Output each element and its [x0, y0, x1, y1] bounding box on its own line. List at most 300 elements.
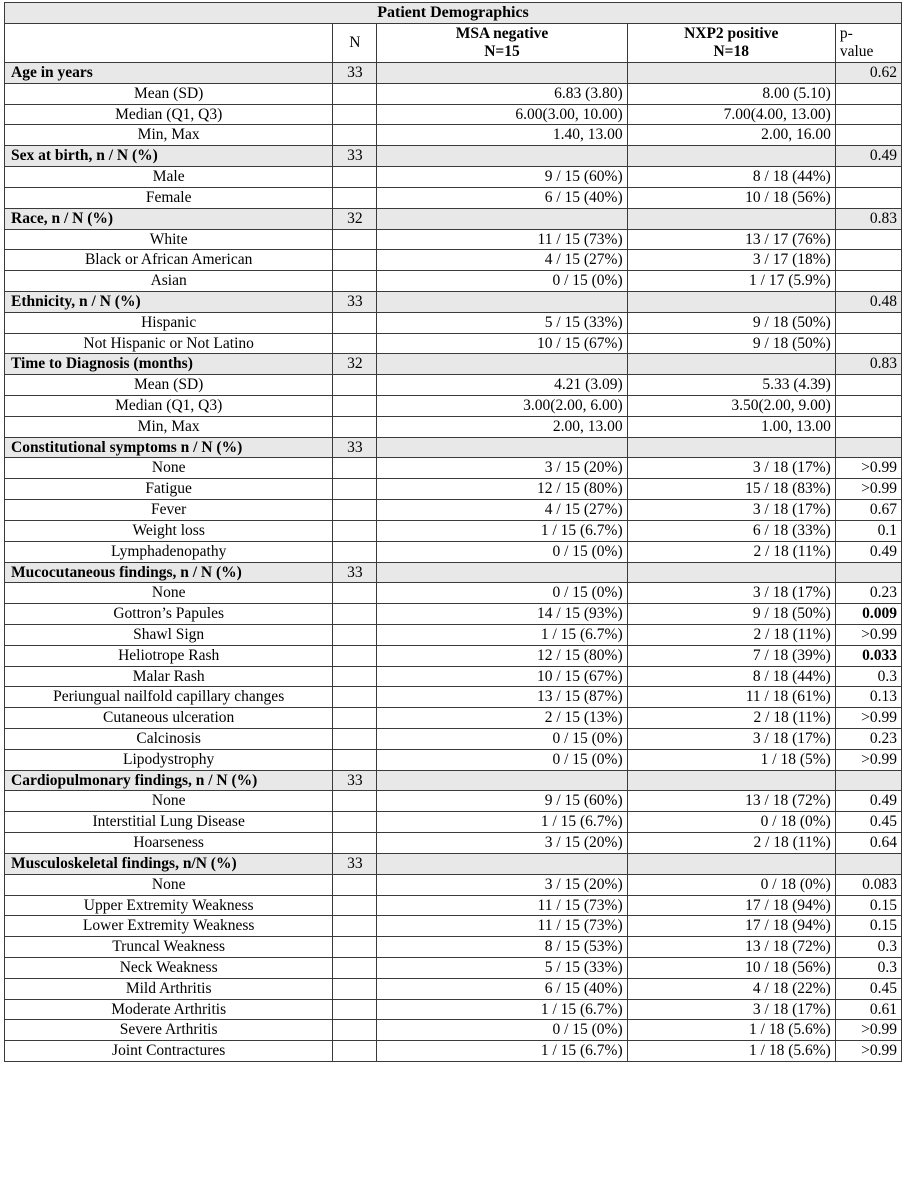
row-msa-negative-value: 6 / 15 (40%) — [377, 978, 627, 999]
table-row — [5, 83, 902, 104]
row-n — [333, 375, 377, 396]
row-nxp2-positive-value: 9 / 18 (50%) — [627, 333, 835, 354]
row-nxp2-positive-value — [627, 562, 835, 583]
row-msa-negative-value: 9 / 15 (60%) — [377, 791, 627, 812]
row-nxp2-positive-value: 4 / 18 (22%) — [627, 978, 835, 999]
row-label: Heliotrope Rash — [5, 645, 333, 666]
column-header-nxp2-positive-line1: NXP2 positive — [684, 25, 779, 43]
table-row — [5, 416, 902, 437]
row-msa-negative-value: 1 / 15 (6.7%) — [377, 1041, 627, 1062]
row-p-value — [835, 853, 901, 874]
table-row — [5, 729, 902, 750]
table-row — [5, 500, 902, 521]
row-nxp2-positive-value: 7.00(4.00, 13.00) — [627, 104, 835, 125]
row-p-value — [835, 416, 901, 437]
row-label: Mild Arthritis — [5, 978, 333, 999]
row-msa-negative-value: 2 / 15 (13%) — [377, 708, 627, 729]
row-p-value: 0.62 — [835, 63, 901, 84]
row-msa-negative-value: 3 / 15 (20%) — [377, 833, 627, 854]
row-p-value: >0.99 — [835, 624, 901, 645]
row-nxp2-positive-value: 3 / 18 (17%) — [627, 729, 835, 750]
row-label: Periungual nailfold capillary changes — [5, 687, 333, 708]
row-n — [333, 957, 377, 978]
table-row — [5, 479, 902, 500]
row-label: Constitutional symptoms n / N (%) — [5, 437, 333, 458]
row-nxp2-positive-value: 13 / 18 (72%) — [627, 791, 835, 812]
row-nxp2-positive-value: 13 / 17 (76%) — [627, 229, 835, 250]
row-msa-negative-value: 0 / 15 (0%) — [377, 729, 627, 750]
table-row — [5, 978, 902, 999]
table-row — [5, 645, 902, 666]
row-n — [333, 312, 377, 333]
row-msa-negative-value: 6 / 15 (40%) — [377, 187, 627, 208]
row-nxp2-positive-value: 11 / 18 (61%) — [627, 687, 835, 708]
row-p-value: 0.49 — [835, 541, 901, 562]
row-n — [333, 604, 377, 625]
table-row — [5, 271, 902, 292]
row-label: Mean (SD) — [5, 375, 333, 396]
column-header-msa-negative-line2: N=15 — [484, 43, 520, 61]
row-msa-negative-value: 3.00(2.00, 6.00) — [377, 396, 627, 417]
row-nxp2-positive-value: 3 / 18 (17%) — [627, 583, 835, 604]
row-nxp2-positive-value: 13 / 18 (72%) — [627, 937, 835, 958]
row-msa-negative-value: 9 / 15 (60%) — [377, 167, 627, 188]
row-msa-negative-value — [377, 437, 627, 458]
table-section-row — [5, 354, 902, 375]
row-n — [333, 1020, 377, 1041]
row-p-value: 0.67 — [835, 500, 901, 521]
row-label: Moderate Arthritis — [5, 999, 333, 1020]
row-n — [333, 479, 377, 500]
table-row — [5, 666, 902, 687]
row-p-value — [835, 250, 901, 271]
row-msa-negative-value — [377, 291, 627, 312]
row-p-value — [835, 167, 901, 188]
row-p-value — [835, 770, 901, 791]
row-label: Weight loss — [5, 520, 333, 541]
row-n — [333, 812, 377, 833]
patient-demographics-table — [4, 2, 902, 1062]
row-p-value: 0.1 — [835, 520, 901, 541]
table-row — [5, 708, 902, 729]
row-msa-negative-value: 0 / 15 (0%) — [377, 541, 627, 562]
row-msa-negative-value: 3 / 15 (20%) — [377, 458, 627, 479]
row-msa-negative-value: 5 / 15 (33%) — [377, 312, 627, 333]
table-row — [5, 999, 902, 1020]
row-nxp2-positive-value — [627, 208, 835, 229]
row-n — [333, 1041, 377, 1062]
table-row — [5, 375, 902, 396]
row-p-value: 0.009 — [835, 604, 901, 625]
row-p-value: 0.64 — [835, 833, 901, 854]
row-msa-negative-value: 8 / 15 (53%) — [377, 937, 627, 958]
row-n: 33 — [333, 770, 377, 791]
row-p-value — [835, 104, 901, 125]
table-row — [5, 604, 902, 625]
row-n — [333, 271, 377, 292]
row-msa-negative-value: 5 / 15 (33%) — [377, 957, 627, 978]
row-n — [333, 749, 377, 770]
column-header-msa-negative — [377, 24, 627, 63]
row-p-value: 0.083 — [835, 874, 901, 895]
table-section-row — [5, 146, 902, 167]
row-p-value — [835, 187, 901, 208]
row-p-value: >0.99 — [835, 1020, 901, 1041]
table-row — [5, 624, 902, 645]
row-msa-negative-value: 12 / 15 (80%) — [377, 645, 627, 666]
table-row — [5, 520, 902, 541]
row-n: 33 — [333, 437, 377, 458]
row-nxp2-positive-value: 8 / 18 (44%) — [627, 167, 835, 188]
table-section-row — [5, 437, 902, 458]
row-n: 32 — [333, 208, 377, 229]
row-p-value — [835, 229, 901, 250]
column-header-n: N — [333, 24, 377, 63]
row-label: Sex at birth, n / N (%) — [5, 146, 333, 167]
row-msa-negative-value: 13 / 15 (87%) — [377, 687, 627, 708]
row-nxp2-positive-value: 2 / 18 (11%) — [627, 624, 835, 645]
row-nxp2-positive-value: 3 / 18 (17%) — [627, 999, 835, 1020]
row-label: Calcinosis — [5, 729, 333, 750]
table-row — [5, 1041, 902, 1062]
row-nxp2-positive-value: 1 / 18 (5.6%) — [627, 1020, 835, 1041]
row-label: Ethnicity, n / N (%) — [5, 291, 333, 312]
table-row — [5, 833, 902, 854]
row-label: Fever — [5, 500, 333, 521]
row-n — [333, 999, 377, 1020]
row-nxp2-positive-value: 3.50(2.00, 9.00) — [627, 396, 835, 417]
table-title: Patient Demographics — [5, 3, 902, 24]
table-row — [5, 333, 902, 354]
row-n: 33 — [333, 853, 377, 874]
row-p-value: >0.99 — [835, 479, 901, 500]
row-nxp2-positive-value: 1.00, 13.00 — [627, 416, 835, 437]
table-section-row — [5, 562, 902, 583]
row-nxp2-positive-value: 7 / 18 (39%) — [627, 645, 835, 666]
table-title-row — [5, 3, 902, 24]
row-p-value — [835, 271, 901, 292]
row-msa-negative-value: 1.40, 13.00 — [377, 125, 627, 146]
row-label: Age in years — [5, 63, 333, 84]
row-n — [333, 416, 377, 437]
table-row — [5, 916, 902, 937]
row-nxp2-positive-value — [627, 291, 835, 312]
row-n — [333, 666, 377, 687]
row-p-value: 0.23 — [835, 583, 901, 604]
row-label: Joint Contractures — [5, 1041, 333, 1062]
table-row — [5, 687, 902, 708]
row-p-value — [835, 396, 901, 417]
table-section-row — [5, 291, 902, 312]
row-label: Hispanic — [5, 312, 333, 333]
row-p-value: 0.3 — [835, 666, 901, 687]
row-nxp2-positive-value: 0 / 18 (0%) — [627, 812, 835, 833]
row-n — [333, 937, 377, 958]
row-label: Fatigue — [5, 479, 333, 500]
row-n — [333, 645, 377, 666]
row-msa-negative-value: 10 / 15 (67%) — [377, 333, 627, 354]
row-label: Hoarseness — [5, 833, 333, 854]
row-n — [333, 83, 377, 104]
row-nxp2-positive-value: 2 / 18 (11%) — [627, 708, 835, 729]
row-nxp2-positive-value: 1 / 18 (5.6%) — [627, 1041, 835, 1062]
row-p-value: 0.3 — [835, 957, 901, 978]
row-label: None — [5, 583, 333, 604]
row-label: Median (Q1, Q3) — [5, 396, 333, 417]
row-msa-negative-value — [377, 354, 627, 375]
row-n — [333, 458, 377, 479]
row-n — [333, 250, 377, 271]
row-label: Male — [5, 167, 333, 188]
row-nxp2-positive-value: 3 / 18 (17%) — [627, 458, 835, 479]
row-n — [333, 687, 377, 708]
column-header-p-value — [835, 24, 901, 63]
row-label: None — [5, 791, 333, 812]
row-msa-negative-value: 1 / 15 (6.7%) — [377, 999, 627, 1020]
row-msa-negative-value: 4.21 (3.09) — [377, 375, 627, 396]
row-n — [333, 916, 377, 937]
row-nxp2-positive-value: 17 / 18 (94%) — [627, 895, 835, 916]
row-label: Time to Diagnosis (months) — [5, 354, 333, 375]
row-nxp2-positive-value: 0 / 18 (0%) — [627, 874, 835, 895]
row-n — [333, 520, 377, 541]
row-nxp2-positive-value — [627, 437, 835, 458]
table-row — [5, 187, 902, 208]
row-nxp2-positive-value: 2.00, 16.00 — [627, 125, 835, 146]
row-n — [333, 396, 377, 417]
row-label: Median (Q1, Q3) — [5, 104, 333, 125]
column-header-p-value-line1: p- — [839, 25, 853, 43]
row-p-value: 0.3 — [835, 937, 901, 958]
table-row — [5, 749, 902, 770]
row-nxp2-positive-value — [627, 770, 835, 791]
row-n: 33 — [333, 63, 377, 84]
row-nxp2-positive-value: 2 / 18 (11%) — [627, 833, 835, 854]
table-row — [5, 458, 902, 479]
table-section-row — [5, 853, 902, 874]
row-nxp2-positive-value: 9 / 18 (50%) — [627, 312, 835, 333]
row-n — [333, 187, 377, 208]
row-label: Min, Max — [5, 125, 333, 146]
row-n — [333, 791, 377, 812]
row-label: Not Hispanic or Not Latino — [5, 333, 333, 354]
row-nxp2-positive-value: 6 / 18 (33%) — [627, 520, 835, 541]
row-p-value: >0.99 — [835, 708, 901, 729]
row-msa-negative-value: 11 / 15 (73%) — [377, 229, 627, 250]
table-row — [5, 957, 902, 978]
row-p-value: 0.45 — [835, 812, 901, 833]
row-msa-negative-value — [377, 146, 627, 167]
row-msa-negative-value: 2.00, 13.00 — [377, 416, 627, 437]
row-msa-negative-value: 0 / 15 (0%) — [377, 271, 627, 292]
column-header-msa-negative-line1: MSA negative — [455, 25, 549, 43]
row-p-value: 0.83 — [835, 354, 901, 375]
row-n — [333, 833, 377, 854]
row-label: Lipodystrophy — [5, 749, 333, 770]
row-label: Shawl Sign — [5, 624, 333, 645]
row-p-value — [835, 312, 901, 333]
row-p-value: >0.99 — [835, 458, 901, 479]
row-n — [333, 125, 377, 146]
row-msa-negative-value: 10 / 15 (67%) — [377, 666, 627, 687]
table-row — [5, 167, 902, 188]
row-msa-negative-value: 0 / 15 (0%) — [377, 749, 627, 770]
row-msa-negative-value: 4 / 15 (27%) — [377, 250, 627, 271]
table-body — [5, 63, 902, 1062]
row-label: None — [5, 458, 333, 479]
row-msa-negative-value: 6.00(3.00, 10.00) — [377, 104, 627, 125]
table-row — [5, 1020, 902, 1041]
table-row — [5, 104, 902, 125]
row-nxp2-positive-value — [627, 63, 835, 84]
row-n: 33 — [333, 146, 377, 167]
table-row — [5, 791, 902, 812]
row-msa-negative-value: 11 / 15 (73%) — [377, 916, 627, 937]
row-msa-negative-value — [377, 208, 627, 229]
table-section-row — [5, 208, 902, 229]
row-n — [333, 978, 377, 999]
column-header-label — [5, 24, 333, 63]
row-p-value: 0.15 — [835, 895, 901, 916]
table-row — [5, 312, 902, 333]
row-msa-negative-value: 12 / 15 (80%) — [377, 479, 627, 500]
row-p-value — [835, 83, 901, 104]
row-nxp2-positive-value — [627, 853, 835, 874]
row-n — [333, 729, 377, 750]
row-nxp2-positive-value: 3 / 18 (17%) — [627, 500, 835, 521]
row-label: Cutaneous ulceration — [5, 708, 333, 729]
row-n — [333, 708, 377, 729]
row-nxp2-positive-value: 2 / 18 (11%) — [627, 541, 835, 562]
row-n — [333, 541, 377, 562]
row-nxp2-positive-value: 8.00 (5.10) — [627, 83, 835, 104]
table-row — [5, 874, 902, 895]
row-label: Race, n / N (%) — [5, 208, 333, 229]
row-label: Lymphadenopathy — [5, 541, 333, 562]
row-p-value: >0.99 — [835, 1041, 901, 1062]
row-nxp2-positive-value: 10 / 18 (56%) — [627, 957, 835, 978]
row-label: Truncal Weakness — [5, 937, 333, 958]
row-p-value: 0.23 — [835, 729, 901, 750]
table-row — [5, 250, 902, 271]
row-p-value: 0.15 — [835, 916, 901, 937]
row-n — [333, 895, 377, 916]
row-msa-negative-value: 0 / 15 (0%) — [377, 583, 627, 604]
row-nxp2-positive-value — [627, 354, 835, 375]
row-label: Musculoskeletal findings, n/N (%) — [5, 853, 333, 874]
table-section-row — [5, 63, 902, 84]
column-header-p-value-line2: value — [839, 43, 874, 61]
row-msa-negative-value: 4 / 15 (27%) — [377, 500, 627, 521]
row-p-value — [835, 125, 901, 146]
row-label: Cardiopulmonary findings, n / N (%) — [5, 770, 333, 791]
row-label: Female — [5, 187, 333, 208]
row-n — [333, 333, 377, 354]
row-msa-negative-value: 6.83 (3.80) — [377, 83, 627, 104]
row-msa-negative-value: 14 / 15 (93%) — [377, 604, 627, 625]
row-label: None — [5, 874, 333, 895]
row-nxp2-positive-value: 5.33 (4.39) — [627, 375, 835, 396]
row-p-value — [835, 375, 901, 396]
row-msa-negative-value: 1 / 15 (6.7%) — [377, 812, 627, 833]
table-row — [5, 396, 902, 417]
row-n — [333, 229, 377, 250]
row-nxp2-positive-value: 1 / 18 (5%) — [627, 749, 835, 770]
row-n: 33 — [333, 562, 377, 583]
row-p-value: 0.83 — [835, 208, 901, 229]
row-msa-negative-value — [377, 770, 627, 791]
row-label: Asian — [5, 271, 333, 292]
row-label: Min, Max — [5, 416, 333, 437]
row-nxp2-positive-value: 15 / 18 (83%) — [627, 479, 835, 500]
row-msa-negative-value: 3 / 15 (20%) — [377, 874, 627, 895]
table-row — [5, 895, 902, 916]
row-label: Lower Extremity Weakness — [5, 916, 333, 937]
row-p-value: >0.99 — [835, 749, 901, 770]
table-row — [5, 812, 902, 833]
row-msa-negative-value: 0 / 15 (0%) — [377, 1020, 627, 1041]
table-row — [5, 541, 902, 562]
table-head — [5, 3, 902, 63]
row-p-value: 0.61 — [835, 999, 901, 1020]
row-label: Mean (SD) — [5, 83, 333, 104]
row-msa-negative-value — [377, 853, 627, 874]
table-row — [5, 125, 902, 146]
row-p-value — [835, 437, 901, 458]
row-p-value — [835, 333, 901, 354]
row-n — [333, 583, 377, 604]
row-label: Black or African American — [5, 250, 333, 271]
row-msa-negative-value — [377, 562, 627, 583]
row-p-value — [835, 562, 901, 583]
row-p-value: 0.033 — [835, 645, 901, 666]
row-n — [333, 500, 377, 521]
row-label: Upper Extremity Weakness — [5, 895, 333, 916]
row-msa-negative-value — [377, 63, 627, 84]
column-header-nxp2-positive — [627, 24, 835, 63]
row-nxp2-positive-value — [627, 146, 835, 167]
row-p-value: 0.45 — [835, 978, 901, 999]
row-nxp2-positive-value: 3 / 17 (18%) — [627, 250, 835, 271]
table-section-row — [5, 770, 902, 791]
row-msa-negative-value: 1 / 15 (6.7%) — [377, 624, 627, 645]
row-nxp2-positive-value: 1 / 17 (5.9%) — [627, 271, 835, 292]
row-p-value: 0.13 — [835, 687, 901, 708]
table-header-row — [5, 24, 902, 63]
column-header-nxp2-positive-line2: N=18 — [713, 43, 749, 61]
row-label: Malar Rash — [5, 666, 333, 687]
row-label: Interstitial Lung Disease — [5, 812, 333, 833]
row-msa-negative-value: 11 / 15 (73%) — [377, 895, 627, 916]
row-p-value: 0.49 — [835, 791, 901, 812]
row-n — [333, 104, 377, 125]
row-msa-negative-value: 1 / 15 (6.7%) — [377, 520, 627, 541]
row-p-value: 0.48 — [835, 291, 901, 312]
row-n — [333, 167, 377, 188]
row-nxp2-positive-value: 17 / 18 (94%) — [627, 916, 835, 937]
row-n: 32 — [333, 354, 377, 375]
row-label: Mucocutaneous findings, n / N (%) — [5, 562, 333, 583]
row-nxp2-positive-value: 8 / 18 (44%) — [627, 666, 835, 687]
row-nxp2-positive-value: 9 / 18 (50%) — [627, 604, 835, 625]
row-n: 33 — [333, 291, 377, 312]
table-row — [5, 229, 902, 250]
row-nxp2-positive-value: 10 / 18 (56%) — [627, 187, 835, 208]
row-label: Severe Arthritis — [5, 1020, 333, 1041]
row-p-value: 0.49 — [835, 146, 901, 167]
table-row — [5, 937, 902, 958]
row-n — [333, 874, 377, 895]
